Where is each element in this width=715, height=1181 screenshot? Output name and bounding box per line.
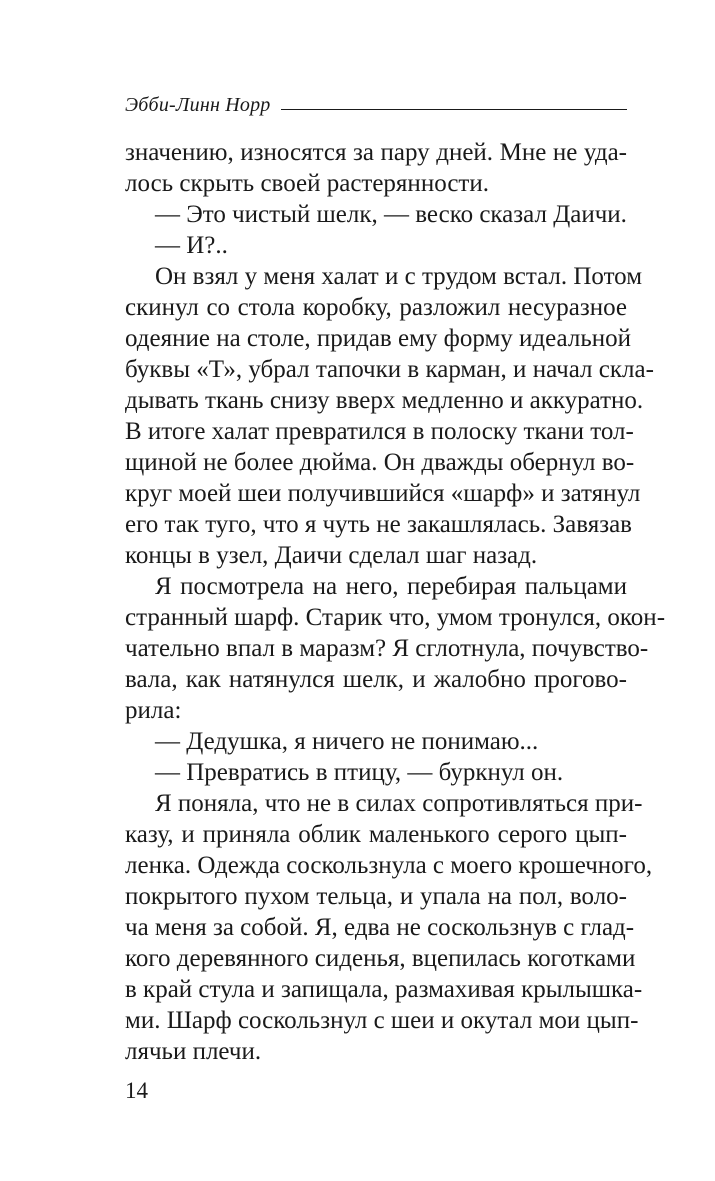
text-line: одеяние на столе, придав ему форму идеальной xyxy=(125,325,631,352)
text-line: чательно впал в маразм? Я сглотнула, почувство- xyxy=(125,635,649,662)
text-line: круг моей шеи получившийся «шарф» и затянул xyxy=(125,480,641,507)
text-line: в край стула и запищала, размахивая крылышка- xyxy=(125,976,643,1003)
text-line: Я поняла, что не в силах сопротивляться при- xyxy=(155,790,643,817)
page-number: 14 xyxy=(125,1078,148,1103)
text-line: ми. Шарф соскользнул с шеи и окутал мои цып- xyxy=(125,1007,639,1034)
running-head-rule xyxy=(281,109,627,110)
text-line: вала, как натянулся шелк, и жалобно прогово- xyxy=(125,666,627,693)
text-line: лячьи плечи. xyxy=(125,1038,262,1065)
text-line: рила: xyxy=(125,697,182,724)
text-line: ленка. Одежда соскользнула с моего крошечного, xyxy=(125,852,653,879)
running-head xyxy=(125,92,627,116)
text-line: скинул со стола коробку, разложил несуразное xyxy=(125,294,627,321)
text-line: — И?.. xyxy=(155,232,228,259)
text-line: значению, износятся за пару дней. Мне не уда- xyxy=(125,139,627,166)
text-line: — Превратись в птицу, — буркнул он. xyxy=(155,759,564,786)
text-line: В итоге халат превратился в полоску ткани тол- xyxy=(125,418,634,445)
text-line: концы в узел, Даичи сделал шаг назад. xyxy=(125,542,538,569)
text-line: дывать ткань снизу вверх медленно и аккуратно. xyxy=(125,387,644,414)
text-line: щиной не более дюйма. Он дважды обернул во- xyxy=(125,449,635,476)
text-line: покрытого пухом тельца, и упала на пол, воло- xyxy=(125,883,627,910)
text-line: казу, и приняла облик маленького серого цып- xyxy=(125,821,627,848)
text-line: — Дедушка, я ничего не понимаю... xyxy=(155,728,539,755)
body-text xyxy=(125,137,666,1067)
text-line: его так туго, что я чуть не закашлялась. Завязав xyxy=(125,511,632,538)
text-line: Он взял у меня халат и с трудом встал. Потом xyxy=(155,263,643,290)
running-head-author: Эбби-Линн Норр xyxy=(125,94,271,116)
text-line: кого деревянного сиденья, вцепилась коготками xyxy=(125,945,636,972)
text-line: странный шарф. Старик что, умом тронулся, окон- xyxy=(125,604,666,631)
text-line: Я посмотрела на него, перебирая пальцами xyxy=(155,573,627,600)
text-line: ча меня за собой. Я, едва не соскользнув с глад- xyxy=(125,914,635,941)
text-line: — Это чистый шелк, — веско сказал Даичи. xyxy=(155,201,627,228)
text-line: буквы «Т», убрал тапочки в карман, и начал скла- xyxy=(125,356,654,383)
text-line: лось скрыть своей растерянности. xyxy=(125,170,489,197)
